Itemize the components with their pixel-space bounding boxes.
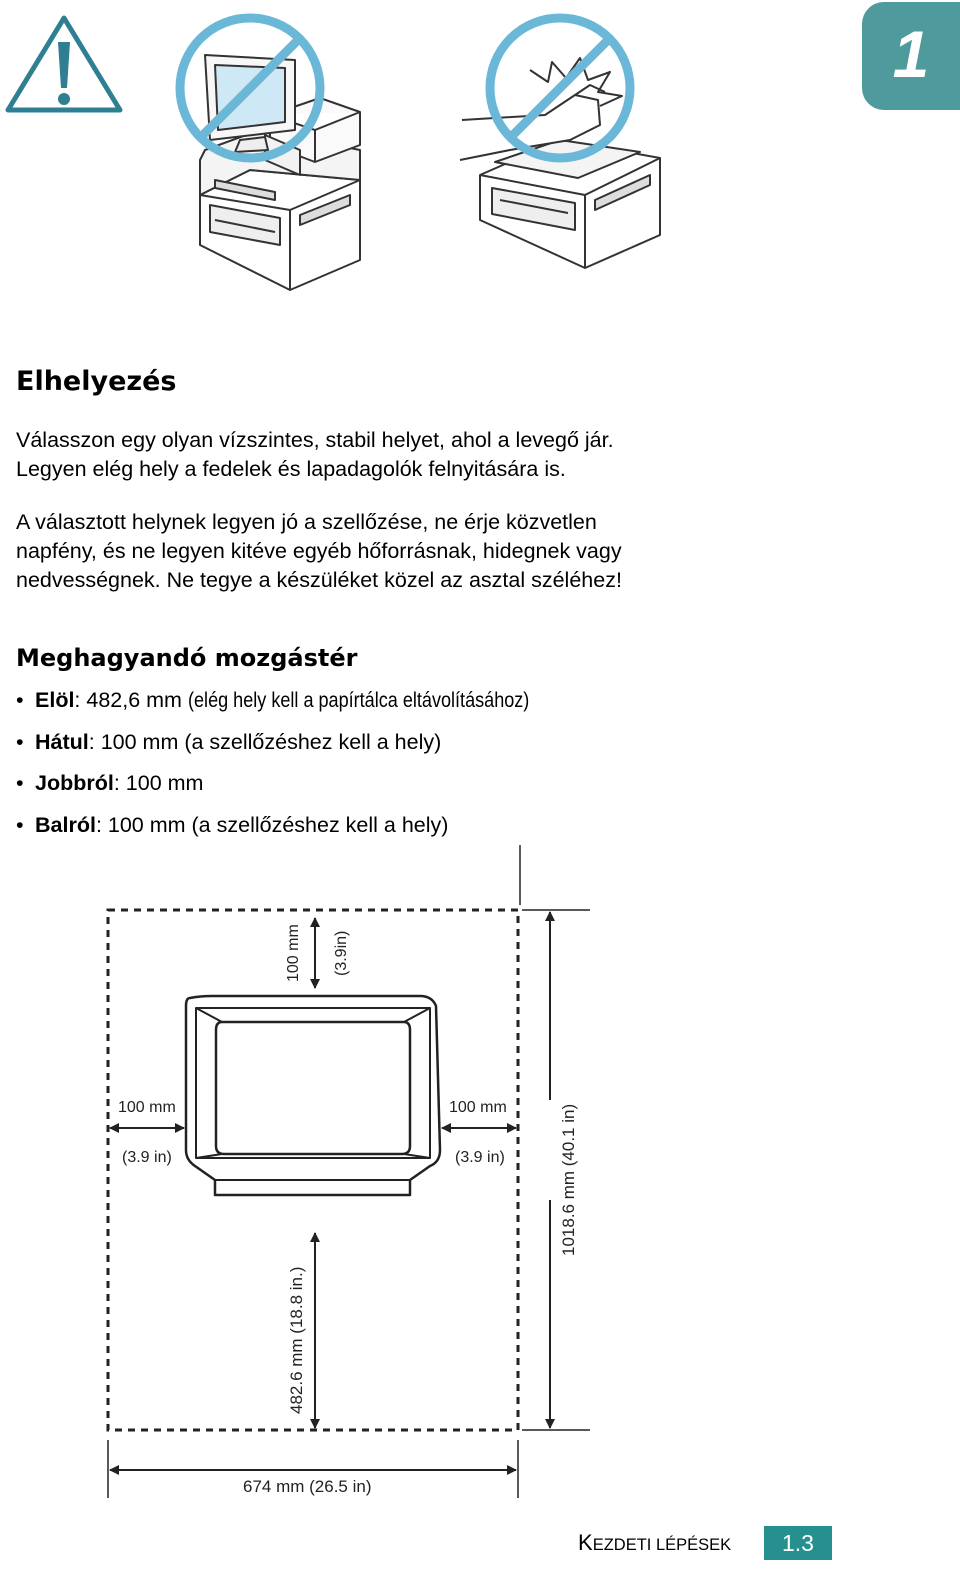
paragraph-line: nedvességnek. Ne tegye a készüléket közel az asztal széléhez! bbox=[16, 568, 622, 592]
footer-section-label bbox=[578, 1530, 731, 1556]
paragraph-line: A választott helynek legyen jó a szellőzése, ne érje közvetlen bbox=[16, 510, 597, 534]
left-clearance-in: (3.9 in) bbox=[122, 1149, 172, 1166]
list-item bbox=[16, 686, 594, 728]
footer-section-rest: EZDETI LÉPÉSEK bbox=[592, 1536, 732, 1554]
item-label: Hátul bbox=[35, 729, 89, 754]
list-item bbox=[16, 728, 594, 770]
warning-illustrations bbox=[0, 0, 860, 300]
printer-top-view bbox=[186, 996, 440, 1195]
no-hitting-printer-icon bbox=[460, 18, 660, 268]
paragraph-line: napfény, és ne legyen kitéve egyéb hőforrásnak, hidegnek vagy bbox=[16, 539, 622, 563]
chapter-tab bbox=[862, 2, 960, 110]
top-clearance-mm: 100 mm bbox=[285, 924, 302, 982]
item-value: : 100 mm (a szellőzéshez kell a hely) bbox=[95, 812, 449, 837]
item-label: Jobbról bbox=[35, 771, 114, 795]
warning-triangle-icon bbox=[8, 18, 120, 110]
paragraph-line: Válasszon egy olyan vízszintes, stabil helyet, ahol a levegő jár. bbox=[16, 428, 614, 452]
clearance-diagram bbox=[0, 840, 700, 1510]
item-label: Elöl bbox=[35, 688, 75, 712]
left-clearance-mm: 100 mm bbox=[118, 1099, 176, 1116]
front-clearance-label: 482.6 mm (18.8 in.) bbox=[287, 1266, 306, 1414]
item-value: : 482,6 mm bbox=[74, 688, 188, 712]
section-heading-placement: Elhelyezés bbox=[16, 366, 177, 397]
placement-paragraph-2 bbox=[16, 508, 622, 595]
footer-section-initial: K bbox=[578, 1530, 593, 1555]
no-objects-on-printer-icon bbox=[180, 18, 360, 290]
section-heading-clearance: Meghagyandó mozgástér bbox=[16, 644, 358, 672]
item-note: (elég hely kell a papírtálca eltávolításához) bbox=[187, 688, 530, 712]
chapter-number: 1 bbox=[892, 17, 930, 91]
list-item bbox=[16, 769, 594, 811]
right-clearance-mm: 100 mm bbox=[449, 1099, 507, 1116]
paragraph-line: Legyen elég hely a fedelek és lapadagolók felnyitására is. bbox=[16, 457, 566, 481]
right-clearance-in: (3.9 in) bbox=[455, 1149, 505, 1166]
item-label: Balról bbox=[35, 812, 96, 837]
total-depth-label: 1018.6 mm (40.1 in) bbox=[559, 1103, 578, 1256]
clearance-list bbox=[16, 686, 594, 852]
item-value: : 100 mm (a szellőzéshez kell a hely) bbox=[88, 729, 442, 754]
item-value: : 100 mm bbox=[113, 771, 204, 795]
page-number: 1.3 bbox=[764, 1526, 832, 1560]
total-width-label: 674 mm (26.5 in) bbox=[243, 1477, 372, 1496]
placement-paragraph-1 bbox=[16, 426, 614, 484]
top-clearance-in: (3.9in) bbox=[333, 930, 350, 976]
